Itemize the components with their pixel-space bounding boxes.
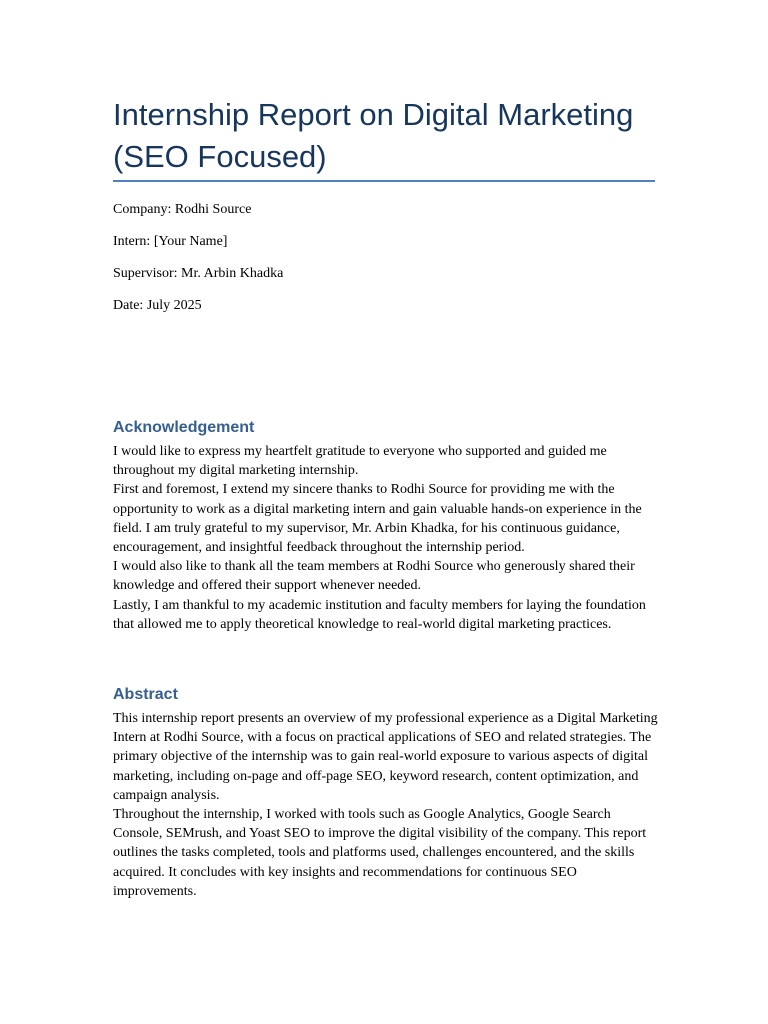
supervisor-line: Supervisor: Mr. Arbin Khadka xyxy=(113,266,284,281)
document-title: Internship Report on Digital Marketing (SEO Focused) xyxy=(113,97,634,174)
title-underline-rule xyxy=(113,180,655,182)
acknowledgement-body xyxy=(113,442,658,634)
abstract-paragraph: This internship report presents an overview of my professional experience as a Digital Marketing Intern at Rodhi Source, with a focus on practical applications of SEO and related strategies. The primary objective of the internship was to gain real-world exposure to various aspects of digital marketing, including on-page and off-page SEO, keyword research, content optimization, and campaign analysis. xyxy=(113,711,658,803)
date-line: Date: July 2025 xyxy=(113,298,202,313)
acknowledgement-paragraph: I would like to express my heartfelt gratitude to everyone who supported and guided me throughout my digital marketing internship. xyxy=(113,444,607,479)
intern-line: Intern: [Your Name] xyxy=(113,234,228,249)
acknowledgement-paragraph: Lastly, I am thankful to my academic institution and faculty members for laying the foundation that allowed me to apply theoretical knowledge to real-world digital marketing practices. xyxy=(113,597,646,632)
acknowledgement-paragraph: I would also like to thank all the team members at Rodhi Source who generously shared their knowledge and offered their support whenever needed. xyxy=(113,559,635,594)
acknowledgement-paragraph: First and foremost, I extend my sincere thanks to Rodhi Source for providing me with the opportunity to work as a digital marketing intern and gain valuable hands-on experience in the field. I am truly grateful to my supervisor, Mr. Arbin Khadka, for his continuous guidance, encouragement, and insightful feedback throughout the internship period. xyxy=(113,482,642,556)
acknowledgement-heading: Acknowledgement xyxy=(113,419,255,436)
abstract-body xyxy=(113,709,658,901)
abstract-paragraph: Throughout the internship, I worked with tools such as Google Analytics, Google Search Console, SEMrush, and Yoast SEO to improve the digital visibility of the company. This report outlines the tasks completed, tools and platforms used, challenges encountered, and the skills acquired. It concludes with key insights and recommendations for continuous SEO improvements. xyxy=(113,807,647,899)
abstract-heading: Abstract xyxy=(113,686,178,703)
company-line: Company: Rodhi Source xyxy=(113,202,252,217)
